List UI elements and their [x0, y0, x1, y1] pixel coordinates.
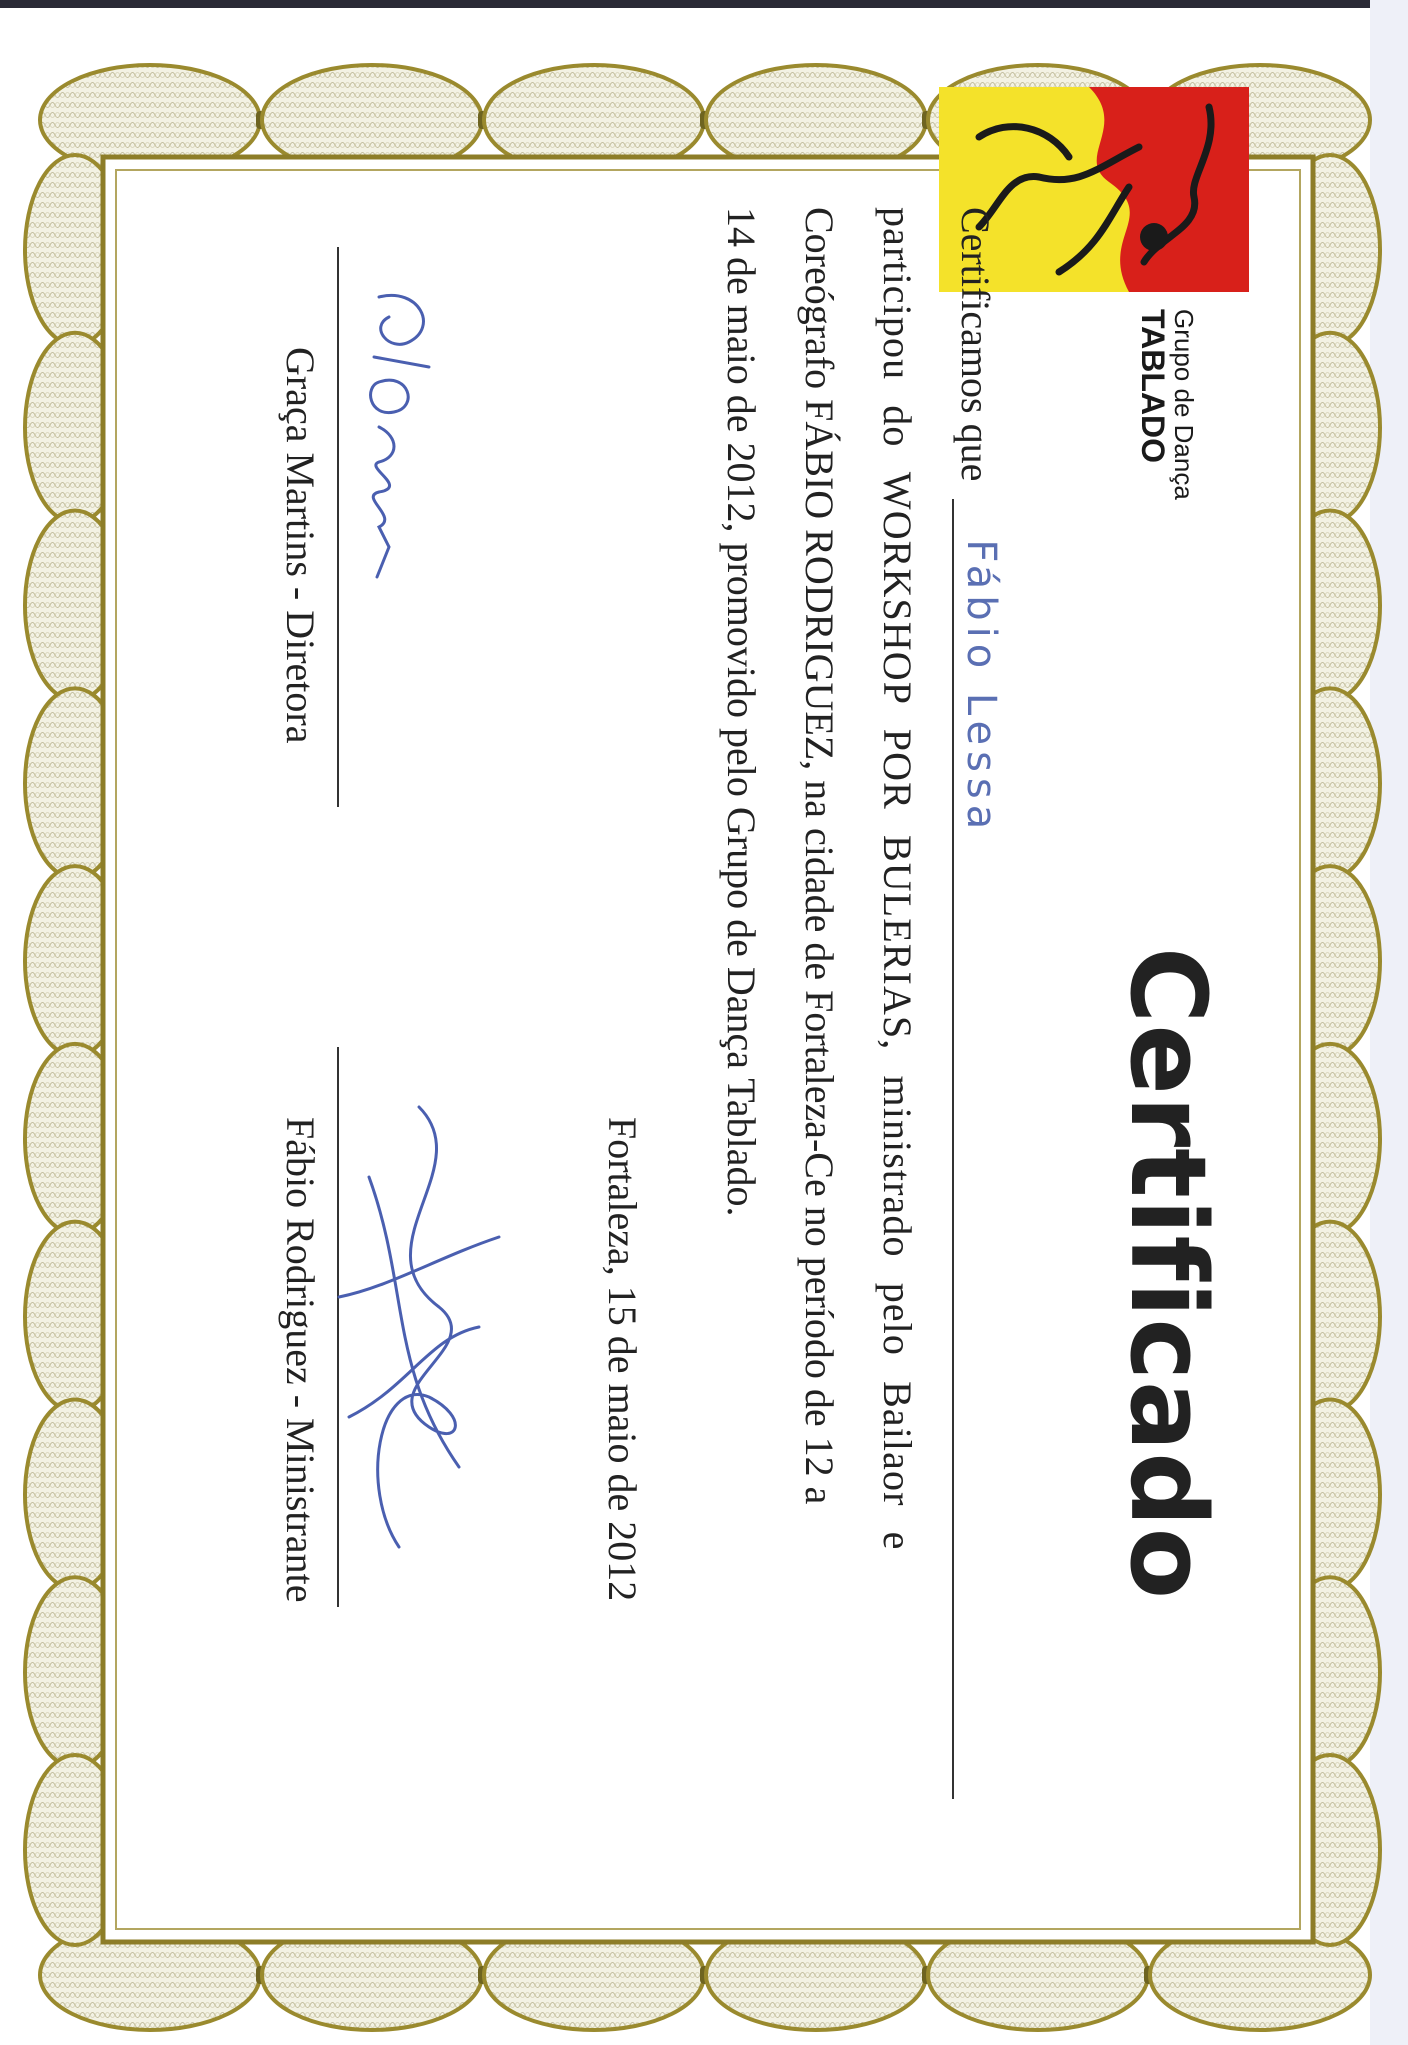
certificate-intro-line [952, 207, 1004, 1799]
certificate-body-line-2: participou do WORKSHOP POR BULERIAS, ministrado pelo Bailaor e [875, 207, 920, 1551]
logo-group-label: Grupo de Dança [1169, 309, 1199, 500]
certificate-content [129, 87, 1279, 1957]
signature-right-handwritten [329, 1087, 519, 1587]
certificate-body-line-3: Coreógrafo FÁBIO RODRIGUEZ, na cidade de Fortaleza-Ce no período de 12 a [797, 207, 842, 1505]
logo-name: TABLADO [1135, 309, 1171, 464]
signature-left-handwritten [339, 287, 449, 647]
certificate-body-line-4: 14 de maio de 2012, promovido pelo Grupo de Dança Tablado. [719, 207, 764, 1217]
signature-right-caption: Fábio Rodriguez - Ministrante [278, 1117, 323, 1603]
participant-name: Fábio Lessa [958, 539, 1004, 836]
certificate-title: Certificado [1107, 947, 1229, 1601]
signature-left-caption: Graça Martins - Diretora [278, 347, 323, 744]
date-line: Fortaleza, 15 de maio de 2012 [600, 1117, 645, 1602]
participant-name-line [952, 499, 1004, 1799]
certificate-intro: Certificamos que [953, 207, 998, 482]
